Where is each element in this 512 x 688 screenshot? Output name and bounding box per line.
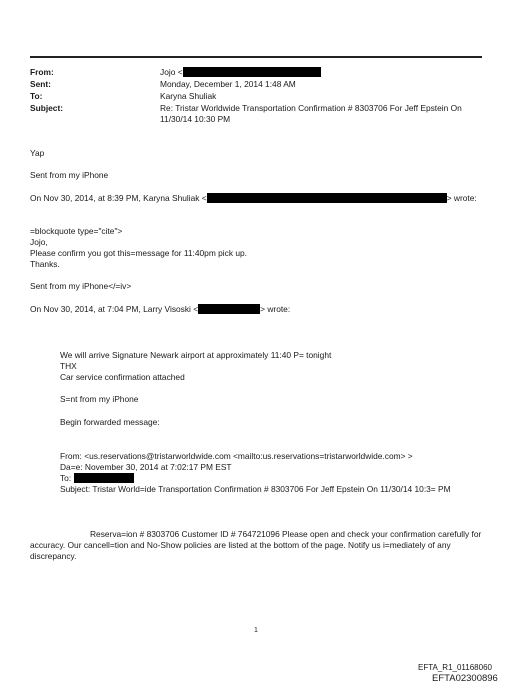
bates-stamp-1: EFTA_R1_01168060 [418, 663, 492, 672]
from-text: Jojo < [160, 67, 183, 77]
body-sent-from-2: Sent from my iPhone</=iv> [30, 281, 132, 291]
quote-header-704 [30, 304, 290, 315]
fwd-to-label: To: [60, 473, 72, 483]
to-value: Karyna Shuliak [160, 91, 217, 101]
wrote-text: > wrote: [446, 193, 477, 203]
body-snt-from: S=nt from my iPhone [60, 394, 139, 404]
subject-value-line2: 11/30/14 10:30 PM [160, 114, 231, 124]
body-jojo: Jojo, [30, 237, 48, 247]
body-thx: THX [60, 361, 77, 371]
bates-stamp-2: EFTA02300896 [432, 673, 498, 684]
quote-header-text: On Nov 30, 2014, at 8:39 PM, Karyna Shuliak < [30, 193, 207, 203]
body-yap: Yap [30, 148, 45, 158]
from-value [160, 67, 321, 78]
header-rule [30, 56, 482, 58]
redaction-bar [74, 473, 134, 483]
body-begin-forwarded: Begin forwarded message: [60, 417, 160, 427]
fwd-subject: Subject: Tristar World=ide Transportation Confirmation # 8303706 For Jeff Epstein On 11/30/14 10:3= PM [60, 484, 451, 494]
from-label: From: [30, 67, 54, 77]
body-sent-from-1: Sent from my iPhone [30, 170, 109, 180]
wrote-text: > wrote: [260, 304, 291, 314]
quote-header-839 [30, 193, 477, 204]
fwd-from: From: <us.reservations@tristarworldwide.com <mailto:us.reservations=tristarworldwide.com> > [60, 451, 413, 461]
body-arrive: We will arrive Signature Newark airport at approximately 11:40 P= tonight [60, 350, 332, 360]
to-label: To: [30, 91, 43, 101]
reservation-paragraph: Reserva=ion # 8303706 Customer ID # 764721096 Please open and check your confirmation carefully for accuracy. Our cancell=tion and No-Show policies are listed at the bottom of the page. Notify us i=mediately of any discrepancy. [30, 529, 482, 561]
body-car-service: Car service confirmation attached [60, 372, 185, 382]
sent-value: Monday, December 1, 2014 1:48 AM [160, 79, 296, 89]
subject-label: Subject: [30, 103, 64, 113]
quote-header-text: On Nov 30, 2014, at 7:04 PM, Larry Visoski < [30, 304, 199, 314]
body-thanks: Thanks. [30, 259, 60, 269]
redaction-bar [207, 193, 447, 203]
fwd-date: Da=e: November 30, 2014 at 7:02:17 PM EST [60, 462, 232, 472]
sent-label: Sent: [30, 79, 51, 89]
body-please-confirm: Please confirm you got this=message for 11:40pm pick up. [30, 248, 248, 258]
redaction-bar [198, 304, 260, 314]
redaction-bar [183, 67, 321, 77]
subject-value-line1: Re: Tristar Worldwide Transportation Confirmation # 8303706 For Jeff Epstein On [160, 103, 462, 113]
body-blockquote: =blockquote type="cite"> [30, 226, 123, 236]
fwd-to [60, 473, 134, 484]
page-number: 1 [254, 627, 258, 634]
